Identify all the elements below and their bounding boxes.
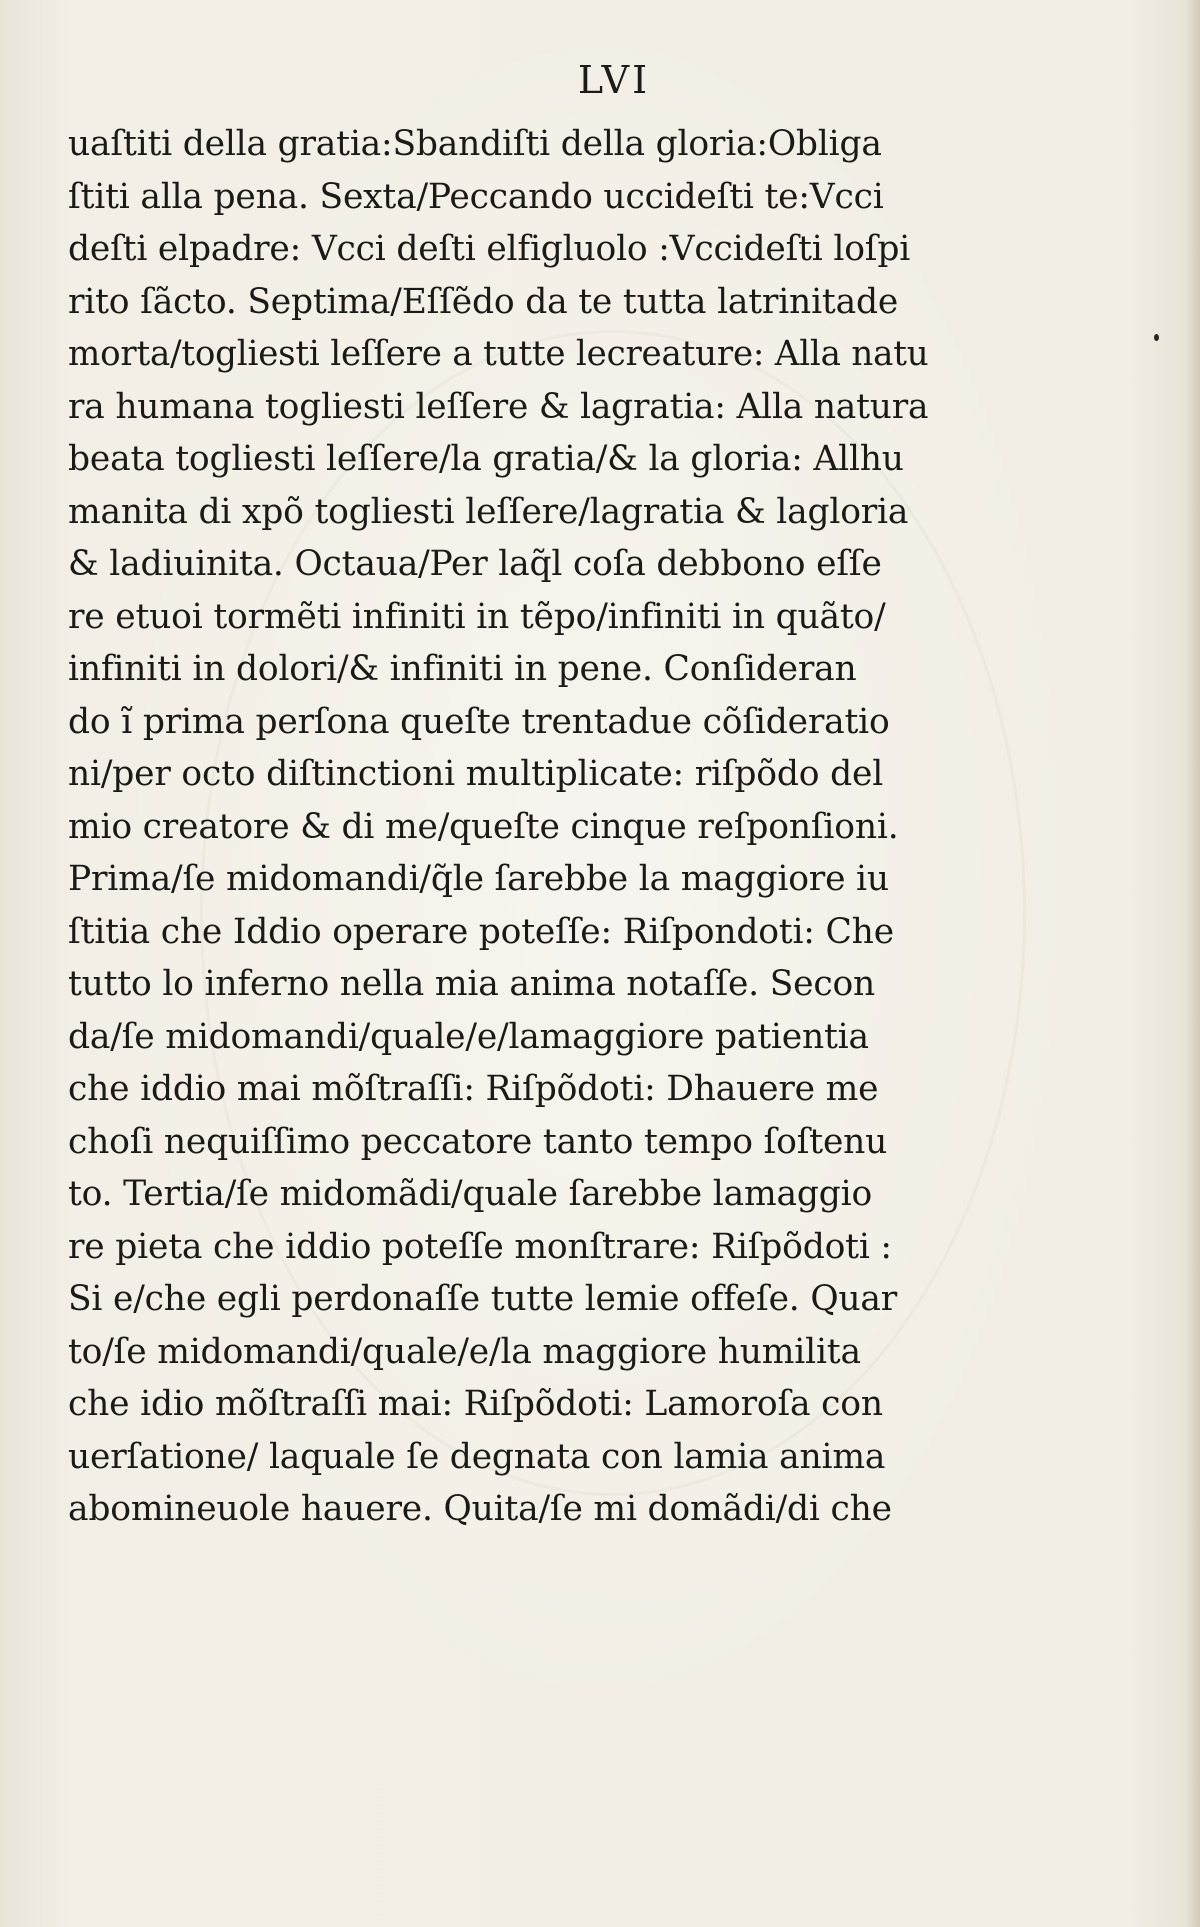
text-line: ra humana togliesti leſſere & lagratia: Alla natura — [68, 386, 929, 427]
text-line: deſti elpadre: Vcci deſti elfigluolo :Vccideſti loſpi — [68, 229, 911, 269]
text-line: mio creatore & di me/queſte cinque reſponſioni. — [68, 806, 899, 847]
text-line: Si e/che egli perdonaſſe tutte lemie offeſe. Quar — [68, 1279, 898, 1319]
text-line: to. Tertia/ſe midomãdi/quale ſarebbe lamaggio — [68, 1174, 873, 1214]
text-line: Prima/ſe midomandi/q̃le ſarebbe la maggiore iu — [68, 859, 889, 899]
text-line: che iddio mai mõſtraſſi: Riſpõdoti: Dhauere me — [68, 1069, 879, 1109]
text-line: & ladiuinita. Octaua/Per laq̃l coſa debbono eſſe — [68, 544, 882, 584]
text-line: manita di xpõ togliesti leſſere/lagratia & lagloria — [68, 491, 909, 532]
text-line: re pieta che iddio poteſſe monſtrare: Riſpõdoti : — [68, 1226, 892, 1267]
text-line: beata togliesti leſſere/la gratia/& la gloria: Allhu — [68, 439, 904, 479]
text-line: uerſatione/ laquale ſe degnata con lamia anima — [68, 1436, 886, 1477]
text-block — [68, 118, 928, 1536]
text-line: rito ſãcto. Septima/Eſſẽdo da te tutta latrinitade — [68, 281, 899, 322]
page-edge-shadow — [1186, 0, 1200, 1927]
text-line: ſtiti alla pena. Sexta/Peccando uccideſti te:Vcci — [68, 176, 884, 217]
text-line: to/ſe midomandi/quale/e/la maggiore humilita — [68, 1331, 861, 1372]
text-line: ſtitia che Iddio operare poteſſe: Riſpondoti: Che — [68, 911, 894, 952]
text-line: da/ſe midomandi/quale/e/lamaggiore patientia — [68, 1016, 869, 1057]
folio-number: LVI — [577, 58, 651, 102]
text-line: uaſtiti della gratia:Sbandiſti della gloria:Obliga — [68, 124, 882, 164]
text-line: che idio mõſtraſſi mai: Riſpõdoti: Lamoroſa con — [68, 1384, 883, 1424]
text-line: abomineuole hauere. Quita/ſe mi domãdi/di che — [68, 1489, 892, 1529]
ink-dot — [1154, 334, 1159, 341]
text-line: do ĩ prima perſona queſte trentadue cõſideratio — [68, 701, 890, 742]
text-line: ni/per octo diſtinctioni multiplicate: riſpõdo del — [68, 754, 884, 794]
text-line: infiniti in dolori/& infiniti in pene. Conſideran — [68, 649, 857, 689]
text-line: morta/togliesti leſſere a tutte lecreature: Alla natu — [68, 334, 929, 374]
text-line: re etuoi tormẽti infiniti in tẽpo/infiniti in quãto/ — [68, 596, 886, 637]
text-line: choſi nequiſſimo peccatore tanto tempo ſoſtenu — [68, 1121, 888, 1162]
text-line: tutto lo inferno nella mia anima notaſſe. Secon — [68, 964, 876, 1004]
